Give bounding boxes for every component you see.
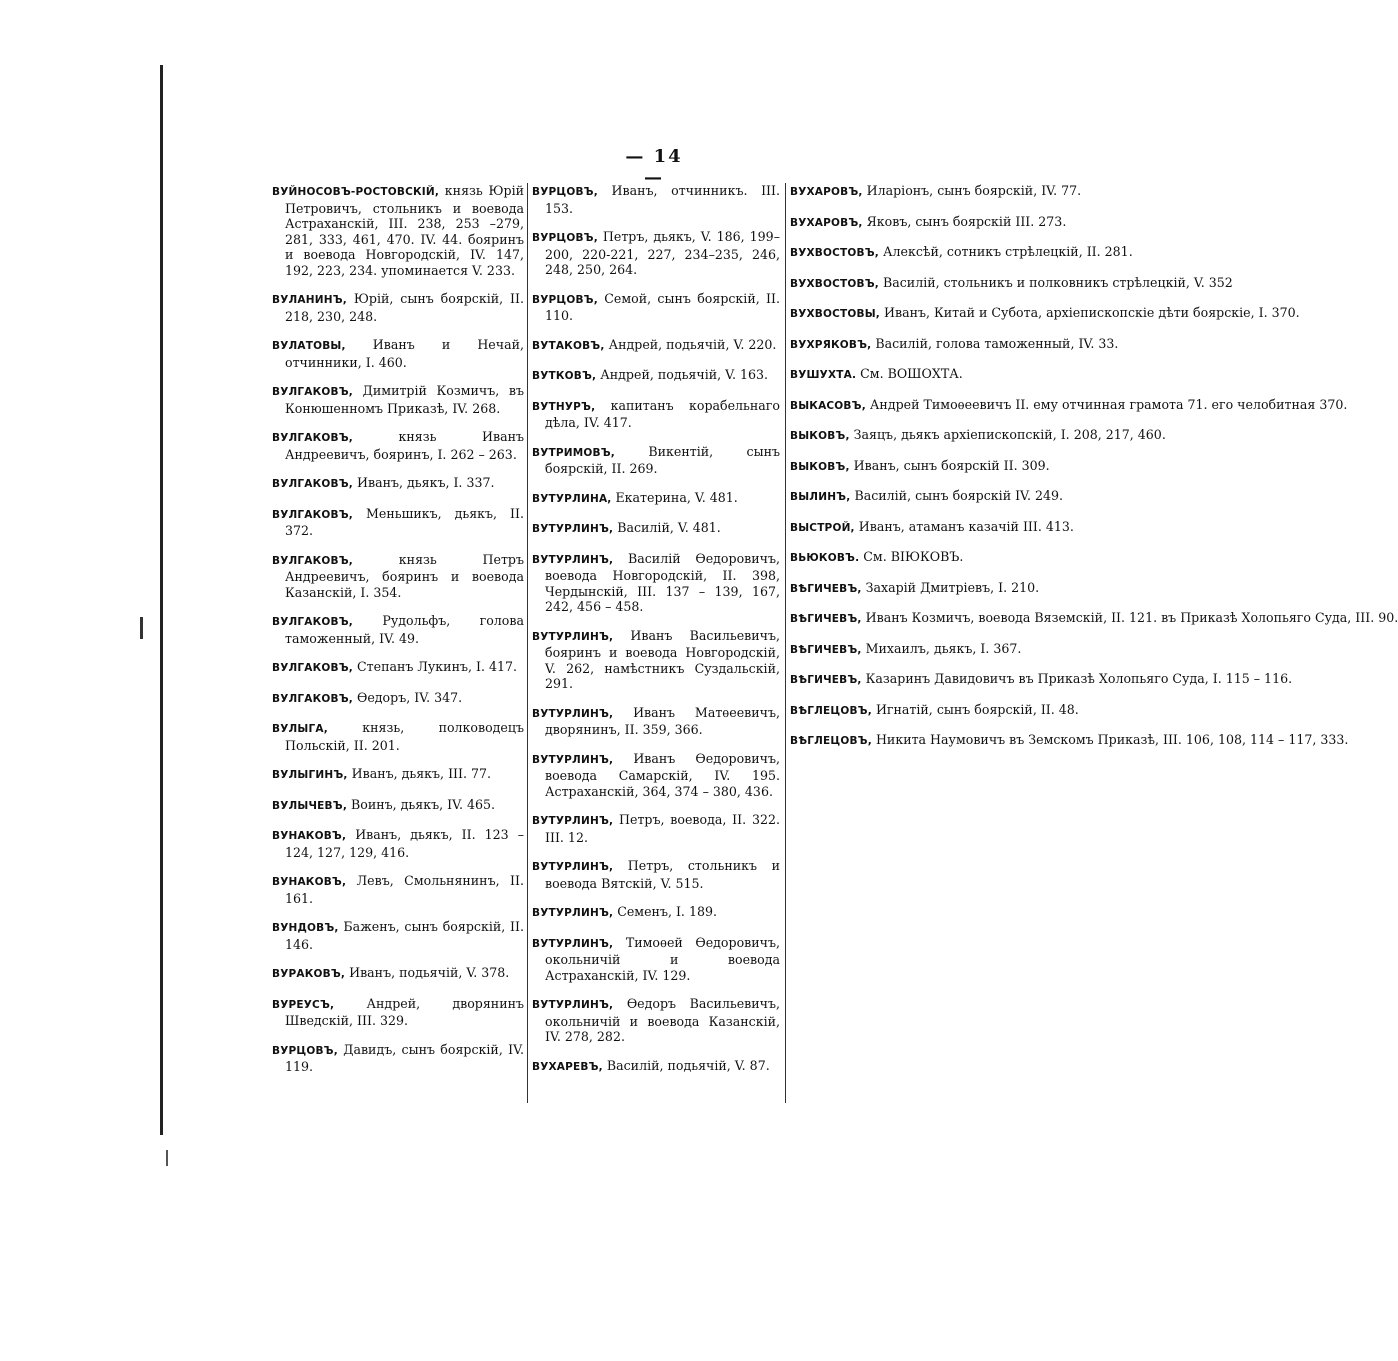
index-entry	[272, 475, 524, 493]
index-entry	[790, 244, 1133, 262]
entry-headword: ВУТАКОВЪ,	[532, 339, 605, 352]
index-entry	[272, 690, 524, 708]
entry-headword: ВУЛГАКОВЪ,	[272, 386, 354, 398]
entry-headword: ВУЛГАКОВЪ,	[272, 508, 354, 521]
entry-headword: ВУТУРЛИНЪ,	[532, 553, 614, 566]
entry-text: Юрій, сынъ боярскій, II. 218, 230, 248.	[285, 291, 524, 324]
entry-headword: ВУНАКОВЪ,	[272, 876, 347, 888]
entry-text: Воинъ, дьякъ, IV. 465.	[347, 796, 496, 812]
entry-text: Иванъ и Нечай, отчинники, I. 460.	[285, 337, 524, 370]
index-entry	[272, 766, 524, 784]
index-column-3	[790, 183, 1398, 763]
column-divider	[527, 183, 528, 1103]
entry-headword: ВѢГИЧЕВЪ,	[790, 643, 862, 656]
entry-headword: ВУХВОСТОВЫ,	[790, 308, 880, 320]
index-entry	[532, 812, 780, 845]
index-entry	[532, 858, 780, 891]
index-entry	[272, 965, 524, 983]
entry-text: Василій, стольникъ и полковникъ стрѣлецкій, V. 352	[878, 274, 1233, 290]
page-edge-line	[160, 65, 163, 1135]
entry-text: Петръ, стольникъ и воевода Вятскій, V. 515.	[545, 858, 780, 891]
entry-text: Баженъ, сынъ боярскій, II. 146.	[285, 919, 524, 952]
entry-text: Ѳедоръ Васильевичъ, окольничій и воевода Казанскій, IV. 278, 282.	[545, 996, 780, 1044]
page-number: — 14 —	[625, 146, 683, 188]
entry-text: Иванъ, дьякъ, I. 337.	[353, 475, 495, 490]
entry-headword: ВУРЕУСЪ,	[272, 998, 335, 1011]
index-entry	[532, 229, 780, 278]
index-entry	[272, 659, 524, 677]
index-entry	[272, 873, 524, 906]
entry-headword: ВЫЛИНЪ,	[790, 491, 851, 503]
entry-text: См. ВОШОХТА.	[856, 366, 963, 381]
index-entry	[532, 520, 780, 538]
page-edge-dot	[166, 1150, 168, 1166]
index-entry	[272, 506, 524, 539]
entry-text: Заяцъ, дьякъ архіепископскій, I. 208, 217, 460.	[849, 427, 1166, 442]
entry-headword: ВУХАРОВЪ,	[790, 186, 863, 198]
entry-headword: ВѢГЛЕЦОВЪ,	[790, 704, 872, 717]
index-entry	[272, 919, 524, 952]
index-entry	[272, 613, 524, 646]
index-entry	[790, 305, 1300, 323]
entry-text: Иванъ, Китай и Субота, архіепископскіе дѣти боярскіе, I. 370.	[880, 305, 1300, 320]
index-entry	[790, 274, 1233, 293]
entry-headword: ВУЛГАКОВЪ,	[272, 616, 354, 628]
index-entry	[532, 291, 780, 324]
entry-headword: ВУТНУРЪ,	[532, 400, 596, 413]
index-entry	[532, 490, 780, 508]
entry-headword: ВУШУХТА.	[790, 369, 857, 381]
index-entry	[532, 1058, 780, 1076]
entry-text: Иванъ Ѳедоровичъ, воевода Самарскій, IV. 195. Астраханскій, 364, 374 – 380, 436.	[545, 750, 780, 799]
entry-text: Иванъ, дьякъ, II. 123 – 124, 127, 129, 416.	[285, 827, 524, 860]
entry-text: Степанъ Лукинъ, I. 417.	[353, 659, 518, 674]
entry-headword: ВУРЦОВЪ,	[532, 232, 598, 244]
entry-headword: ВУЛЫГА,	[272, 723, 328, 735]
entry-headword: ВУЛГАКОВЪ,	[272, 478, 354, 490]
entry-headword: ВУХАРОВЪ,	[790, 216, 863, 229]
index-entry	[790, 488, 1063, 506]
column-divider	[785, 183, 786, 1103]
entry-text: См. ВІЮКОВЪ.	[859, 549, 964, 564]
index-entry	[790, 579, 1040, 598]
entry-headword: ВУТУРЛИНЪ,	[532, 907, 614, 919]
entry-headword: ВУЛАНИНЪ,	[272, 294, 347, 306]
entry-headword: ВУТУРЛИНЪ,	[532, 707, 614, 720]
page-edge-mark	[140, 617, 143, 639]
entry-headword: ВУЛЫГИНЪ,	[272, 769, 348, 781]
entry-text: Екатерина, V. 481.	[611, 489, 738, 505]
entry-text: Яковъ, сынъ боярскій III. 273.	[862, 213, 1067, 229]
entry-text: Иванъ Матѳеевичъ, дворянинъ, II. 359, 366.	[545, 704, 780, 737]
entry-text: Димитрій Козмичъ, въ Конюшенномъ Приказѣ, IV. 268.	[285, 383, 524, 416]
entry-headword: ВУТУРЛИНЪ,	[532, 937, 614, 950]
index-entry	[532, 904, 780, 922]
index-entry	[532, 996, 780, 1045]
entry-headword: ВУЛГАКОВЪ,	[272, 554, 354, 567]
index-entry	[790, 427, 1166, 445]
entry-text: Семенъ, I. 189.	[613, 904, 717, 919]
entry-text: Меньшикъ, дьякъ, II. 372.	[285, 505, 524, 538]
entry-text: Василій, сынъ боярскій IV. 249.	[850, 488, 1063, 503]
entry-text: Рудольфъ, голова таможенный, IV. 49.	[285, 613, 524, 646]
entry-headword: ВУТУРЛИНЪ,	[532, 630, 614, 643]
entry-headword: ВУНДОВЪ,	[272, 922, 339, 934]
index-entry	[790, 396, 1348, 415]
entry-headword: ВУТУРЛИНЪ,	[532, 523, 614, 535]
index-entry	[532, 705, 780, 738]
entry-text: Андрей, дворянинъ Шведскій, III. 329.	[285, 995, 524, 1028]
entry-headword: ВѢГЛЕЦОВЪ,	[790, 735, 872, 747]
index-entry	[272, 797, 524, 815]
entry-text: Алексѣй, сотникъ стрѣлецкій, II. 281.	[878, 244, 1133, 259]
index-entry	[532, 628, 780, 692]
index-entry	[272, 720, 524, 753]
entry-text: Левъ, Смольнянинъ, II. 161.	[285, 873, 524, 906]
index-entry	[272, 1042, 524, 1075]
entry-headword: ВѢГИЧЕВЪ,	[790, 674, 862, 686]
index-entry	[532, 337, 780, 355]
index-entry	[790, 549, 1028, 567]
index-entry	[790, 366, 1028, 384]
entry-text: Иванъ Козмичъ, воевода Вяземскій, II. 121. въ Приказѣ Холопьяго Суда, III. 90.	[861, 610, 1398, 625]
entry-text: князь Иванъ Андреевичъ, бояринъ, I. 262 – 263.	[285, 429, 524, 462]
index-column-2	[532, 183, 780, 1088]
entry-text: князь Петръ Андреевичъ, бояринъ и воевода Казанскій, I. 354.	[285, 551, 524, 600]
index-entry	[790, 457, 1050, 476]
entry-headword: ВЫКОВЪ,	[790, 460, 850, 473]
entry-headword: ВУЛГАКОВЪ,	[272, 432, 354, 444]
index-entry	[272, 429, 524, 462]
entry-text: Андрей Тимоѳеевичъ II. ему отчинная грамота 71. его челобитная 370.	[865, 396, 1348, 412]
entry-text: Игнатій, сынъ боярскій, II. 48.	[871, 701, 1079, 717]
entry-headword: ВЫСТРОЙ,	[790, 521, 855, 534]
index-entry	[272, 337, 524, 370]
index-entry	[532, 367, 780, 385]
entry-headword: ВУРЦОВЪ,	[532, 186, 598, 198]
index-entry	[272, 291, 524, 324]
index-entry	[272, 827, 524, 860]
index-entry	[532, 935, 780, 984]
entry-headword: ВУРЦОВЪ,	[272, 1044, 338, 1057]
entry-headword: ВѢГИЧЕВЪ,	[790, 582, 862, 595]
entry-text: Иванъ, отчинникъ. III. 153.	[545, 183, 780, 216]
entry-headword: ВУЙНОСОВЪ-РОСТОВСКІЙ,	[272, 186, 440, 198]
entry-text: Иванъ, сынъ боярскій II. 309.	[849, 457, 1050, 473]
entry-headword: ВЬЮКОВЪ.	[790, 552, 860, 564]
entry-headword: ВУХРЯКОВЪ,	[790, 338, 872, 351]
index-entry	[532, 551, 780, 615]
entry-headword: ВУРЦОВЪ,	[532, 293, 598, 306]
index-entry	[790, 518, 1074, 537]
index-entry	[790, 641, 1028, 659]
entry-text: Василій Ѳедоровичъ, воевода Новгородскій, II. 398, Чердынскій, III. 137 – 139, 167, 242, 456 – 458.	[545, 550, 780, 614]
entry-text: Петръ, дьякъ, V. 186, 199–200, 220-221, 227, 234–235, 246, 248, 250, 264.	[545, 229, 780, 277]
entry-headword: ВУТУРЛИНЪ,	[532, 999, 614, 1011]
entry-text: Никита Наумовичъ въ Земскомъ Приказѣ, III. 106, 108, 114 – 117, 333.	[871, 732, 1349, 747]
entry-headword: ВУТУРЛИНЪ,	[532, 753, 614, 766]
index-entry	[272, 383, 524, 416]
index-entry	[790, 732, 1349, 750]
entry-text: Андрей, подьячій, V. 163.	[596, 367, 769, 382]
entry-headword: ВУНАКОВЪ,	[272, 830, 347, 842]
entry-headword: ВУТУРЛИНЪ,	[532, 861, 614, 873]
index-entry	[790, 335, 1119, 354]
entry-text: Ѳедоръ, IV. 347.	[353, 689, 463, 705]
entry-text: Иванъ Васильевичъ, бояринъ и воевода Новгородскій, V. 262, намѣстникъ Суздальскій, 291.	[545, 627, 780, 691]
entry-text: Василій, голова таможенный, IV. 33.	[871, 335, 1119, 351]
entry-headword: ВУХВОСТОВЪ,	[790, 277, 879, 290]
entry-text: Давидъ, сынъ боярскій, IV. 119.	[285, 1041, 524, 1074]
entry-text: Иванъ, подьячій, V. 378.	[345, 965, 510, 980]
entry-text: Василій, V. 481.	[613, 520, 721, 535]
entry-text: князь, полководецъ Польскій, II. 201.	[285, 720, 524, 753]
entry-headword: ВУХВОСТОВЪ,	[790, 247, 879, 259]
entry-text: Казаринъ Давидовичъ въ Приказѣ Холопьяго Суда, I. 115 – 116.	[861, 671, 1293, 686]
index-column-1	[272, 183, 524, 1088]
index-entry	[790, 213, 1067, 232]
entry-text: Андрей, подьячій, V. 220.	[604, 336, 777, 352]
entry-text: Иванъ, атаманъ казачій III. 413.	[854, 518, 1074, 534]
entry-headword: ВѢГИЧЕВЪ,	[790, 613, 862, 625]
entry-text: Михаилъ, дьякъ, I. 367.	[861, 640, 1022, 656]
entry-text: Тимоѳей Ѳедоровичъ, окольничій и воевода Астраханскій, IV. 129.	[545, 934, 780, 983]
entry-headword: ВУТУРЛИНЪ,	[532, 815, 614, 827]
index-entry	[532, 183, 780, 216]
entry-headword: ВУЛАТОВЫ,	[272, 340, 346, 352]
entry-text: Захарій Дмитріевъ, I. 210.	[861, 579, 1040, 595]
index-entry	[790, 701, 1079, 720]
entry-headword: ВЫКОВЪ,	[790, 430, 850, 442]
entry-text: князь Юрій Петровичъ, стольникъ и воевода Астраханскій, III. 238, 253 –279, 281, 333, 461, 470. IV. 44. бояринъ и воевода Новгородскій, IV. 147, 192, 223, 234. упоминается V. 233.	[285, 183, 524, 278]
entry-headword: ВУТУРЛИНА,	[532, 492, 612, 505]
entry-headword: ВЫКАСОВЪ,	[790, 399, 866, 412]
index-entry	[790, 671, 1293, 689]
index-entry	[790, 183, 1082, 201]
entry-text: Викентій, сынъ боярскій, II. 269.	[545, 443, 780, 476]
index-entry	[272, 996, 524, 1029]
entry-text: Иларіонъ, сынъ боярскій, IV. 77.	[862, 183, 1082, 198]
index-entry	[532, 398, 780, 431]
entry-text: Семой, сынъ боярскій, II. 110.	[545, 290, 780, 323]
entry-text: Василій, подьячій, V. 87.	[602, 1057, 770, 1073]
index-entry	[790, 610, 1398, 628]
index-entry	[532, 444, 780, 477]
index-entry	[272, 183, 524, 278]
entry-headword: ВУЛЫЧЕВЪ,	[272, 799, 348, 812]
entry-text: Петръ, воевода, II. 322. III. 12.	[545, 812, 780, 845]
entry-headword: ВУЛГАКОВЪ,	[272, 692, 354, 705]
entry-text: Иванъ, дьякъ, III. 77.	[347, 766, 492, 781]
index-entry	[532, 751, 780, 800]
entry-headword: ВУРАКОВЪ,	[272, 968, 346, 980]
entry-headword: ВУТКОВЪ,	[532, 370, 597, 382]
entry-headword: ВУТРИМОВЪ,	[532, 446, 615, 459]
entry-headword: ВУЛГАКОВЪ,	[272, 662, 354, 674]
index-entry	[272, 552, 524, 601]
entry-headword: ВУХАРЕВЪ,	[532, 1060, 603, 1073]
entry-text: капитанъ корабельнаго дѣла, IV. 417.	[545, 397, 780, 430]
